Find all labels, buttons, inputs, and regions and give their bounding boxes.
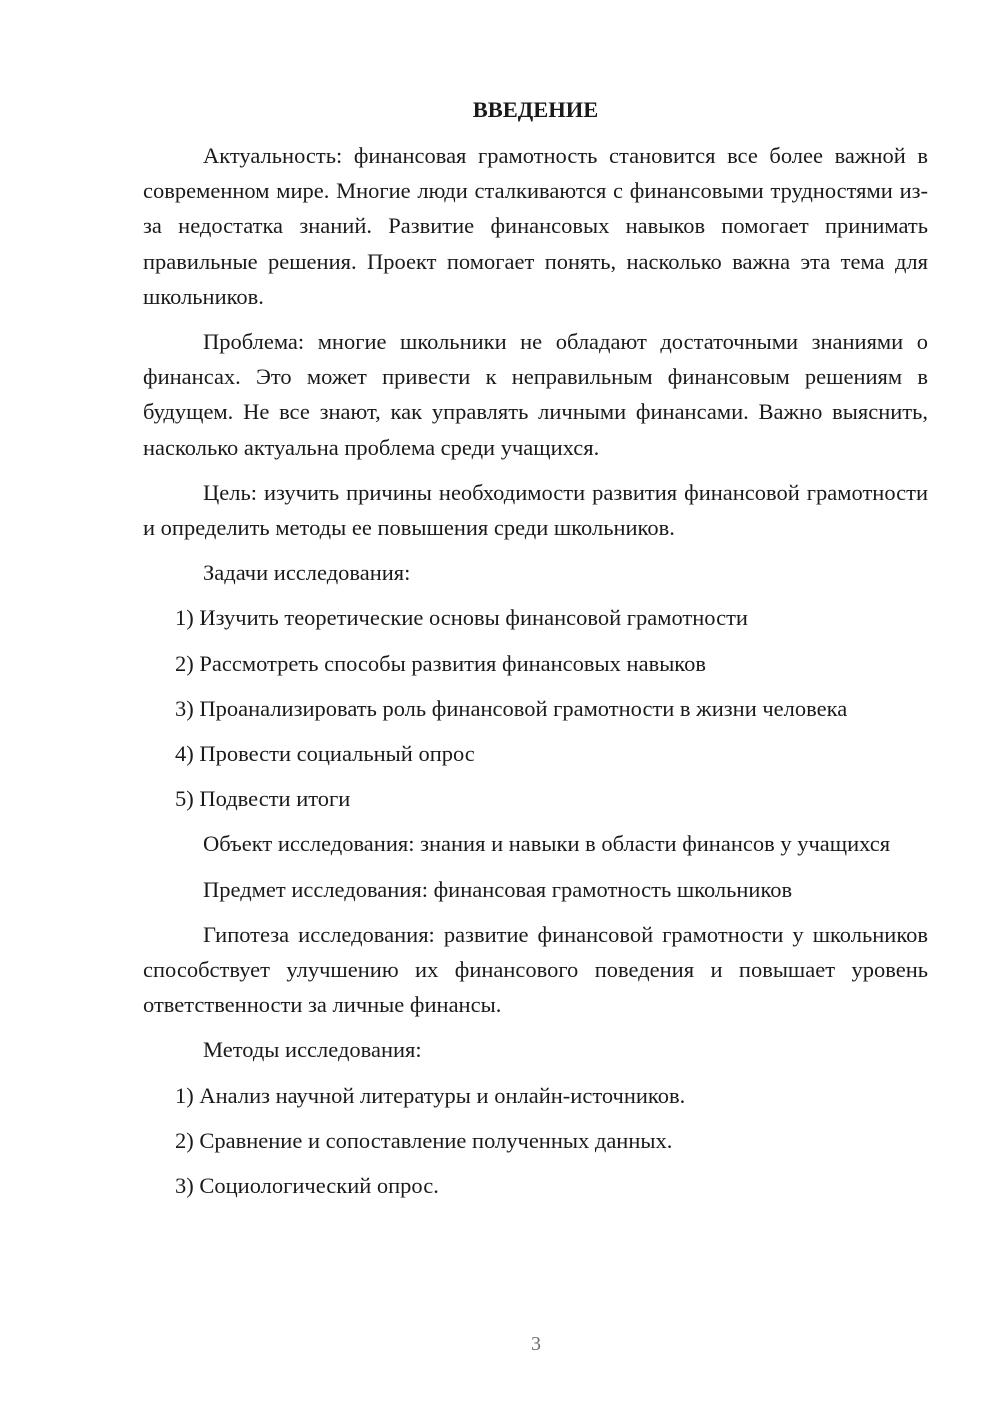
relevance-paragraph: Актуальность: финансовая грамотность становится все более важной в современном мире. Многие люди сталкиваются с финансовыми трудностями из-за недостатка знаний. Развитие финансовых навыков помогает принимать правильные решения. Проект помогает понять, насколько важна эта тема для школьников. (143, 143, 928, 309)
task-item-4: 4) Провести социальный опрос (175, 741, 475, 767)
section-title: ВВЕДЕНИЕ (472, 97, 599, 122)
task-item-3: 3) Проанализировать роль финансовой грамотности в жизни человека (175, 695, 848, 721)
task-item-1: 1) Изучить теоретические основы финансовой грамотности (175, 605, 748, 631)
method-item-2: 2) Сравнение и сопоставление полученных данных. (175, 1127, 673, 1153)
hypothesis-paragraph: Гипотеза исследования: развитие финансовой грамотности у школьников способствует улучшению их финансового поведения и повышает уровень ответственности за личные финансы. (143, 921, 928, 1018)
object-paragraph: Объект исследования: знания и навыки в области финансов у учащихся (203, 831, 891, 857)
page-content (143, 92, 928, 1213)
task-item-5: 5) Подвести итоги (175, 786, 351, 812)
goal-paragraph: Цель: изучить причины необходимости развития финансовой грамотности и определить методы ее повышения среди школьников. (143, 479, 928, 541)
methods-heading: Методы исследования: (203, 1037, 422, 1063)
task-item-2: 2) Рассмотреть способы развития финансовых навыков (175, 650, 706, 676)
tasks-heading: Задачи исследования: (203, 560, 411, 586)
method-item-3: 3) Социологический опрос. (175, 1173, 439, 1199)
problem-paragraph: Проблема: многие школьники не обладают достаточными знаниями о финансах. Это может привести к неправильным финансовым решениям в будущем. Не все знают, как управлять личными финансами. Важно выяснить, насколько актуальна проблема среди учащихся. (143, 329, 928, 460)
page-number: 3 (531, 1333, 541, 1355)
method-item-1: 1) Анализ научной литературы и онлайн-источников. (175, 1082, 686, 1108)
subject-paragraph: Предмет исследования: финансовая грамотность школьников (203, 876, 793, 902)
